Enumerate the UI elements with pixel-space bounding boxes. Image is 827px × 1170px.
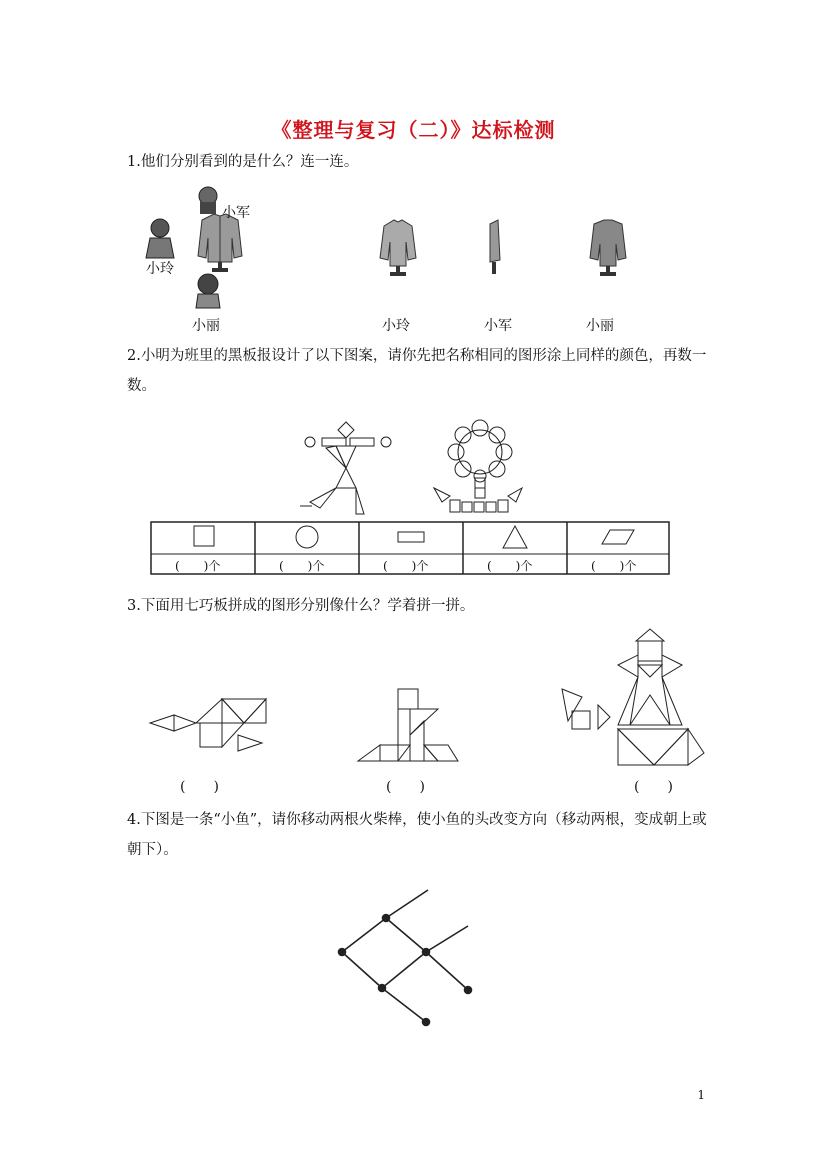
count-parallelogram: ( )个 — [591, 559, 637, 573]
girl-xiaoli-icon — [196, 274, 220, 308]
q3-figure — [148, 625, 708, 785]
q2-figure — [150, 418, 672, 578]
matchstick-4 — [342, 952, 382, 988]
shirt-view-front-icon — [380, 220, 416, 276]
matchstick-5 — [382, 952, 426, 988]
answer-blank-2[interactable]: ( ) — [386, 779, 425, 795]
question-1-text: 1.他们分别看到的是什么？连一连。 — [127, 154, 359, 170]
shirt-view-side-icon — [490, 220, 500, 274]
answer-blank-3[interactable]: ( ) — [634, 779, 673, 795]
rectangle-shape — [398, 532, 424, 542]
matchstick-6 — [426, 926, 468, 952]
view-label-1: 小玲 — [382, 318, 410, 334]
running-person-figure — [300, 422, 391, 514]
matchstick-1 — [386, 890, 428, 918]
triangle-shape — [503, 526, 527, 548]
count-triangle: ( )个 — [487, 559, 533, 573]
count-square: ( )个 — [175, 559, 221, 573]
matchstick-fish-figure — [330, 880, 510, 1040]
flower-figure — [434, 420, 522, 512]
question-4-text: 4.下图是一条“小鱼”，请你移动两根火柴棒，使小鱼的头改变方向（移动两根，变成朝上或朝下）。 — [127, 812, 707, 858]
shirt-view-back-icon — [590, 220, 626, 276]
question-2-text: 2.小明为班里的黑板报设计了以下图案，请你先把名称相同的图形涂上同样的颜色，再数一数。 — [127, 348, 707, 394]
name-xiaojun: 小军 — [222, 205, 250, 221]
count-circle: ( )个 — [279, 559, 325, 573]
tangram-figure-2 — [358, 689, 458, 761]
question-3-text: 3.下面用七巧板拼成的图形分别像什么？学着拼一拼。 — [127, 598, 475, 614]
page-title: 《整理与复习（二）》达标检测 — [271, 118, 556, 142]
shirt-front-icon — [198, 214, 242, 272]
girl-xiaoling-icon — [146, 219, 174, 258]
matchstick-8 — [382, 988, 426, 1022]
tangram-bird-figure — [150, 699, 266, 751]
view-label-2: 小军 — [484, 318, 512, 334]
name-xiaoling: 小玲 — [146, 261, 174, 277]
count-rectangle: ( )个 — [383, 559, 429, 573]
circle-shape — [296, 526, 318, 548]
matchstick-7 — [426, 952, 468, 990]
boy-xiaojun-icon — [199, 187, 217, 214]
tangram-figure-3 — [562, 629, 704, 765]
matchstick-3 — [386, 918, 426, 952]
name-xiaoli: 小丽 — [192, 318, 220, 334]
view-label-3: 小丽 — [586, 318, 614, 334]
answer-blank-1[interactable]: ( ) — [180, 779, 219, 795]
page-number: 1 — [697, 1088, 705, 1102]
square-shape — [194, 526, 214, 546]
matchstick-2 — [342, 918, 386, 952]
parallelogram-shape — [602, 530, 634, 544]
